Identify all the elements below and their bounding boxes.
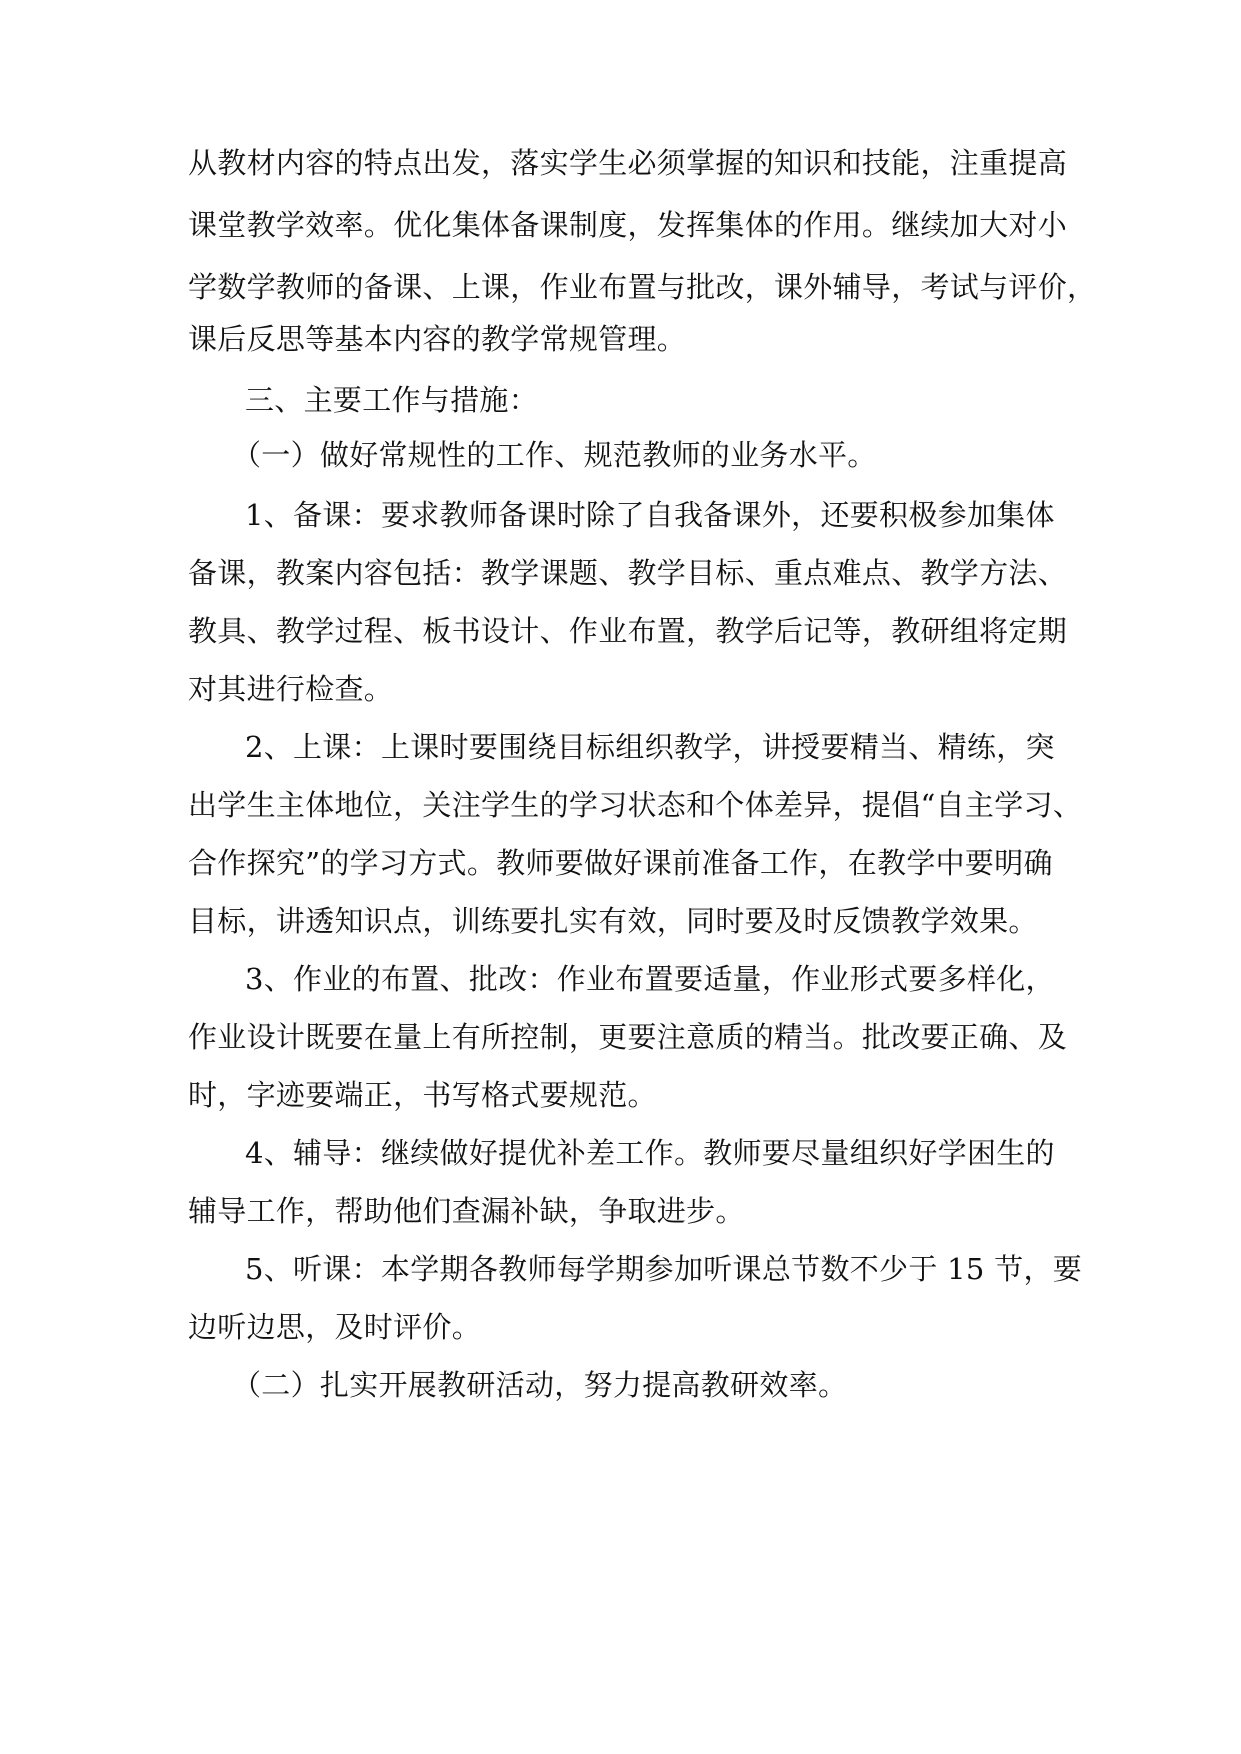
paragraph-line: 作业设计既要在量上有所控制，更要注意质的精当。批改要正确、及 [188,1020,1068,1054]
paragraph-line: 出学生主体地位，关注学生的学习状态和个体差异，提倡“自主学习、 [188,788,1083,822]
paragraph-line: 边听边思，及时评价。 [188,1310,482,1344]
section-heading: 三、主要工作与措施： [245,383,539,417]
list-item-line: 4、辅导：继续做好提优补差工作。教师要尽量组织好学困生的 [245,1136,1055,1170]
paragraph-line: 从教材内容的特点出发，落实学生必须掌握的知识和技能，注重提高 [188,146,1068,180]
paragraph-line: 合作探究”的学习方式。教师要做好课前准备工作，在教学中要明确 [188,846,1053,880]
paragraph-line: 课堂教学效率。优化集体备课制度，发挥集体的作用。继续加大对小 [188,208,1068,242]
list-item-line: 5、听课：本学期各教师每学期参加听课总节数不少于 15 节，要 [245,1252,1083,1286]
subsection-heading: （一）做好常规性的工作、规范教师的业务水平。 [232,438,877,472]
list-item-line: 1、备课：要求教师备课时除了自我备课外，还要积极参加集体 [245,498,1055,532]
paragraph-line: 教具、教学过程、板书设计、作业布置，教学后记等，教研组将定期 [188,614,1068,648]
paragraph-line: 时，字迹要端正，书写格式要规范。 [188,1078,657,1112]
paragraph-line: 备课，教案内容包括：教学课题、教学目标、重点难点、教学方法、 [188,556,1068,590]
list-item-line: 3、作业的布置、批改：作业布置要适量，作业形式要多样化， [245,962,1055,996]
subsection-heading: （二）扎实开展教研活动，努力提高教研效率。 [232,1368,848,1402]
list-item-line: 2、上课：上课时要围绕目标组织教学，讲授要精当、精练，突 [245,730,1055,764]
paragraph-line: 对其进行检查。 [188,672,394,706]
paragraph-line: 课后反思等基本内容的教学常规管理。 [188,322,687,356]
paragraph-line: 辅导工作，帮助他们查漏补缺，争取进步。 [188,1194,745,1228]
paragraph-line: 学数学教师的备课、上课，作业布置与批改，课外辅导，考试与评价， [188,270,1097,304]
paragraph-line: 目标，讲透知识点，训练要扎实有效，同时要及时反馈教学效果。 [188,904,1038,938]
